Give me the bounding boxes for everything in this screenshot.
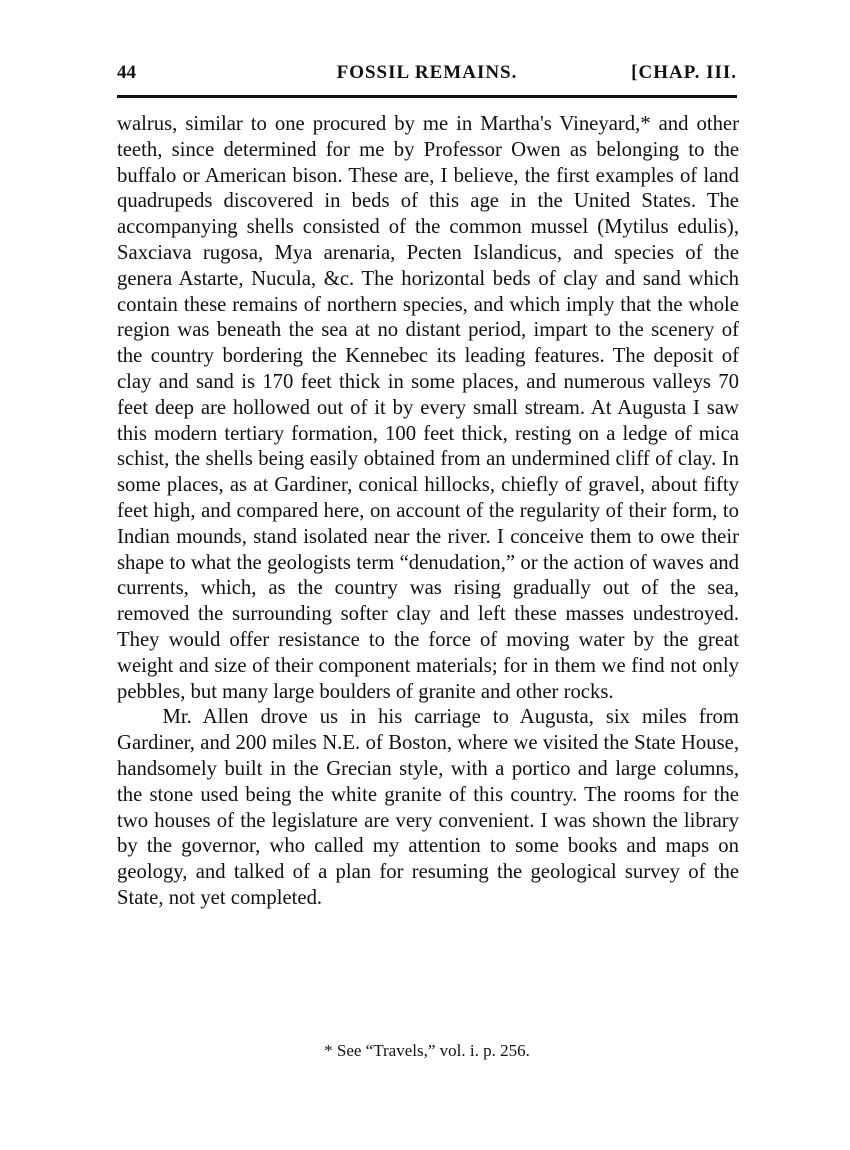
running-title: FOSSIL REMAINS. <box>336 62 518 83</box>
paragraph-2: Mr. Allen drove us in his carriage to Augusta, six miles from Gardiner, and 200 miles N.E. of Boston, where we visited the State House, handsomely built in the Grecian style, with a portico and large columns, the stone used being the white granite of this country. The rooms for the two houses of the legislature are very convenient. I was shown the library by the governor, who called my attention to some books and maps on geology, and talked of a plan for resuming the geological survey of the State, not yet completed. <box>117 706 739 909</box>
paragraph-1: walrus, similar to one procured by me in Martha's Vineyard,* and other teeth, since determined for me by Professor Owen as belonging to the buffalo or American bison. These are, I believe, the first examples of land quadrupeds discovered in beds of this age in the United States. The accompanying shells consisted of the common mussel (Mytilus edulis), Saxciava rugosa, Mya arenaria, Pecten Islandicus, and species of the genera Astarte, Nucula, &c. The horizontal beds of clay and sand which contain these remains of northern species, and which imply that the whole region was beneath the sea at no distant period, impart to the scenery of the country bordering the Kennebec its leading features. The deposit of clay and sand is 170 feet thick in some places, and numerous valleys 70 feet deep are hollowed out of it by every small stream. At Augusta I saw this modern tertiary formation, 100 feet thick, resting on a ledge of mica schist, the shells being easily obtained from an undermined cliff of clay. In some places, as at Gardiner, conical hillocks, chiefly of gravel, about fifty feet high, and compared here, on account of the regularity of their form, to Indian mounds, stand isolated near the river. I conceive them to owe their shape to what the geologists term “denudation,” or the action of waves and currents, which, as the country was rising gradually out of the sea, removed the surrounding softer clay and left these masses undestroyed. They would offer resistance to the force of moving water by the great weight and size of their component materials; for in them we find not only pebbles, but many large boulders of granite and other rocks. <box>117 113 739 703</box>
chapter-label: [CHAP. III. <box>631 62 737 83</box>
page-number: 44 <box>117 62 136 83</box>
footnote: * See “Travels,” vol. i. p. 256. <box>324 1041 530 1060</box>
running-header <box>117 58 737 88</box>
header-rule <box>117 95 737 98</box>
body-text <box>117 112 739 912</box>
